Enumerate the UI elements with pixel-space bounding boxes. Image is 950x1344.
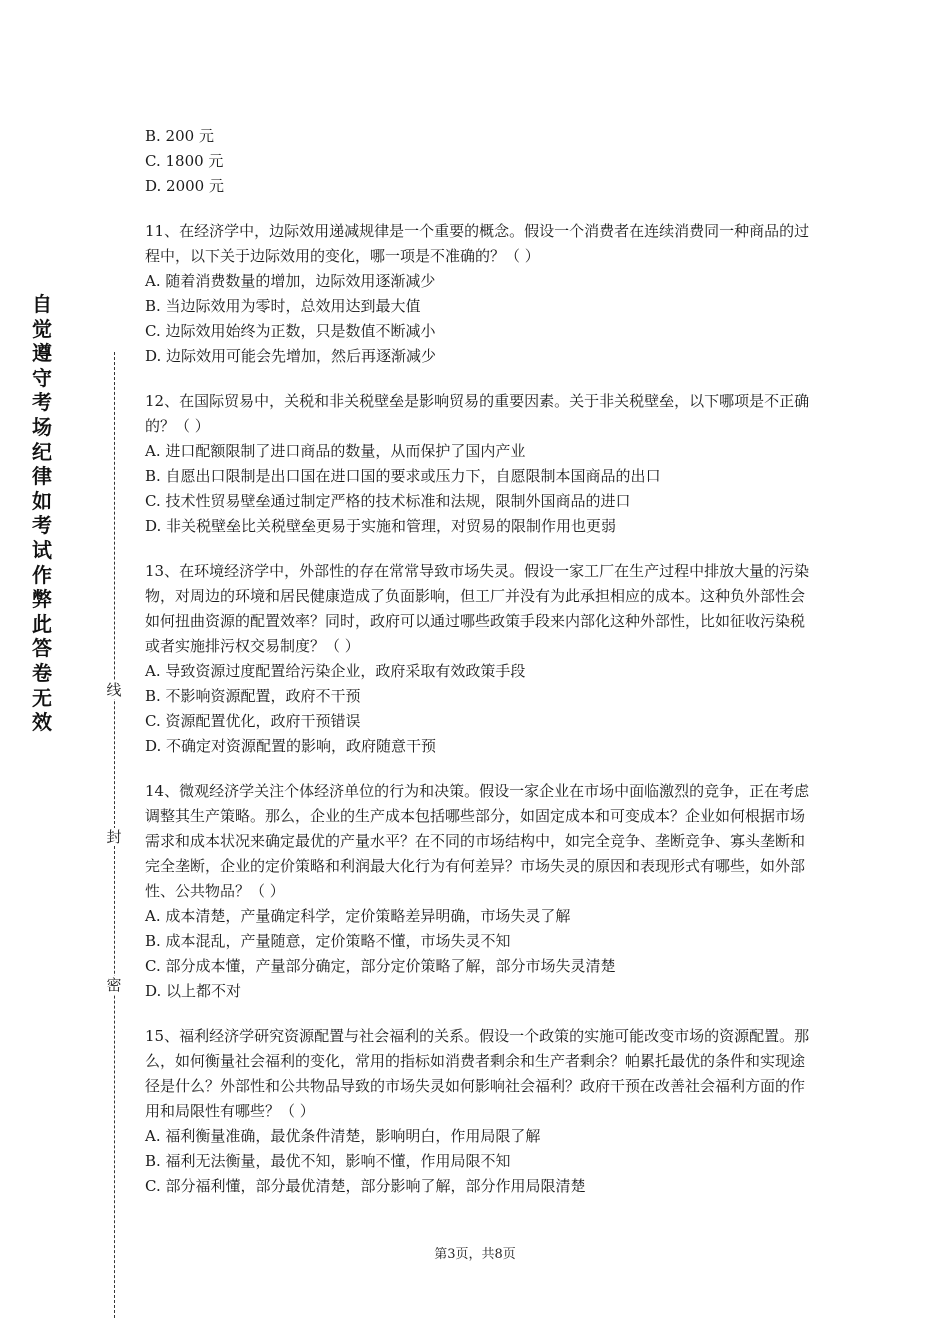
option-a: A. 进口配额限制了进口商品的数量，从而保护了国内产业 (145, 442, 526, 460)
question-stem: 12、在国际贸易中，关税和非关税壁垒是影响贸易的重要因素。关于非关税壁垒，以下哪项是不正确的？（ ） (145, 392, 810, 435)
question-10-continued (145, 124, 810, 199)
question-stem: 14、微观经济学关注个体经济单位的行为和决策。假设一家企业在市场中面临激烈的竞争，正在考虑调整其生产策略。那么，企业的生产成本包括哪些部分，如固定成本和可变成本？企业如何根据市场需求和成本状况来确定最优的产量水平？在不同的市场结构中，如完全竞争、垄断竞争、寡头垄断和完全垄断，企业的定价策略和利润最大化行为有何差异？市场失灵的原因和表现形式有哪些，如外部性、公共物品？（ ） (145, 782, 810, 900)
question-stem: 15、福利经济学研究资源配置与社会福利的关系。假设一个政策的实施可能改变市场的资源配置。那么，如何衡量社会福利的变化，常用的指标如消费者剩余和生产者剩余？帕累托最优的条件和实现途径是什么？外部性和公共物品导致的市场失灵如何影响社会福利？政府干预在改善社会福利方面的作用和局限性有哪些？（ ） (145, 1027, 810, 1120)
question-content (145, 124, 810, 1219)
option-d: D. 边际效用可能会先增加，然后再逐渐减少 (145, 347, 437, 365)
question-stem: 11、在经济学中，边际效用递减规律是一个重要的概念。假设一个消费者在连续消费同一种商品的过程中，以下关于边际效用的变化，哪一项是不准确的？（ ） (145, 222, 810, 265)
exam-rule-notice: 自觉遵守考场纪律如考试作弊此答卷无效 (32, 292, 52, 735)
option-b: B. 成本混乱，产量随意，定价策略不懂，市场失灵不知 (145, 932, 511, 950)
binding-label-secret: 密 (106, 976, 122, 994)
option-c: C. 资源配置优化，政府干预错误 (145, 712, 361, 730)
question-15 (145, 1024, 810, 1199)
option-d: D. 以上都不对 (145, 982, 242, 1000)
option-b: B. 不影响资源配置，政府不干预 (145, 687, 361, 705)
option-c: C. 边际效用始终为正数，只是数值不断减小 (145, 322, 436, 340)
option-c: C. 部分福利懂，部分最优清楚，部分影响了解，部分作用局限清楚 (145, 1177, 586, 1195)
page-number: 第3页，共8页 (434, 1247, 516, 1262)
option-a: A. 福利衡量准确，最优条件清楚，影响明白，作用局限了解 (145, 1127, 541, 1145)
question-stem: 13、在环境经济学中，外部性的存在常常导致市场失灵。假设一家工厂在生产过程中排放大量的污染物，对周边的环境和居民健康造成了负面影响，但工厂并没有为此承担相应的成本。这种负外部性会如何扭曲资源的配置效率？同时，政府可以通过哪些政策手段来内部化这种外部性，比如征收污染税或者实施排污权交易制度？（ ） (145, 562, 810, 655)
option-b: B. 福利无法衡量，最优不知，影响不懂，作用局限不知 (145, 1152, 511, 1170)
question-11 (145, 219, 810, 369)
option-d: D. 2000 元 (145, 177, 224, 195)
option-a: A. 成本清楚，产量确定科学，定价策略差异明确，市场失灵了解 (145, 907, 571, 925)
option-c: C. 技术性贸易壁垒通过制定严格的技术标准和法规，限制外国商品的进口 (145, 492, 631, 510)
binding-label-seal: 封 (106, 828, 122, 846)
option-b: B. 自愿出口限制是出口国在进口国的要求或压力下，自愿限制本国商品的出口 (145, 467, 661, 485)
option-b: B. 当边际效用为零时，总效用达到最大值 (145, 297, 421, 315)
question-14 (145, 779, 810, 1004)
option-b: B. 200 元 (145, 127, 214, 145)
option-d: D. 非关税壁垒比关税壁垒更易于实施和管理，对贸易的限制作用也更弱 (145, 517, 617, 535)
question-12 (145, 389, 810, 539)
option-c: C. 部分成本懂，产量部分确定，部分定价策略了解，部分市场失灵清楚 (145, 957, 616, 975)
option-a: A. 导致资源过度配置给污染企业，政府采取有效政策手段 (145, 662, 526, 680)
option-a: A. 随着消费数量的增加，边际效用逐渐减少 (145, 272, 436, 290)
question-13 (145, 559, 810, 759)
option-d: D. 不确定对资源配置的影响，政府随意干预 (145, 737, 437, 755)
binding-label-line: 线 (106, 681, 122, 699)
option-c: C. 1800 元 (145, 152, 224, 170)
